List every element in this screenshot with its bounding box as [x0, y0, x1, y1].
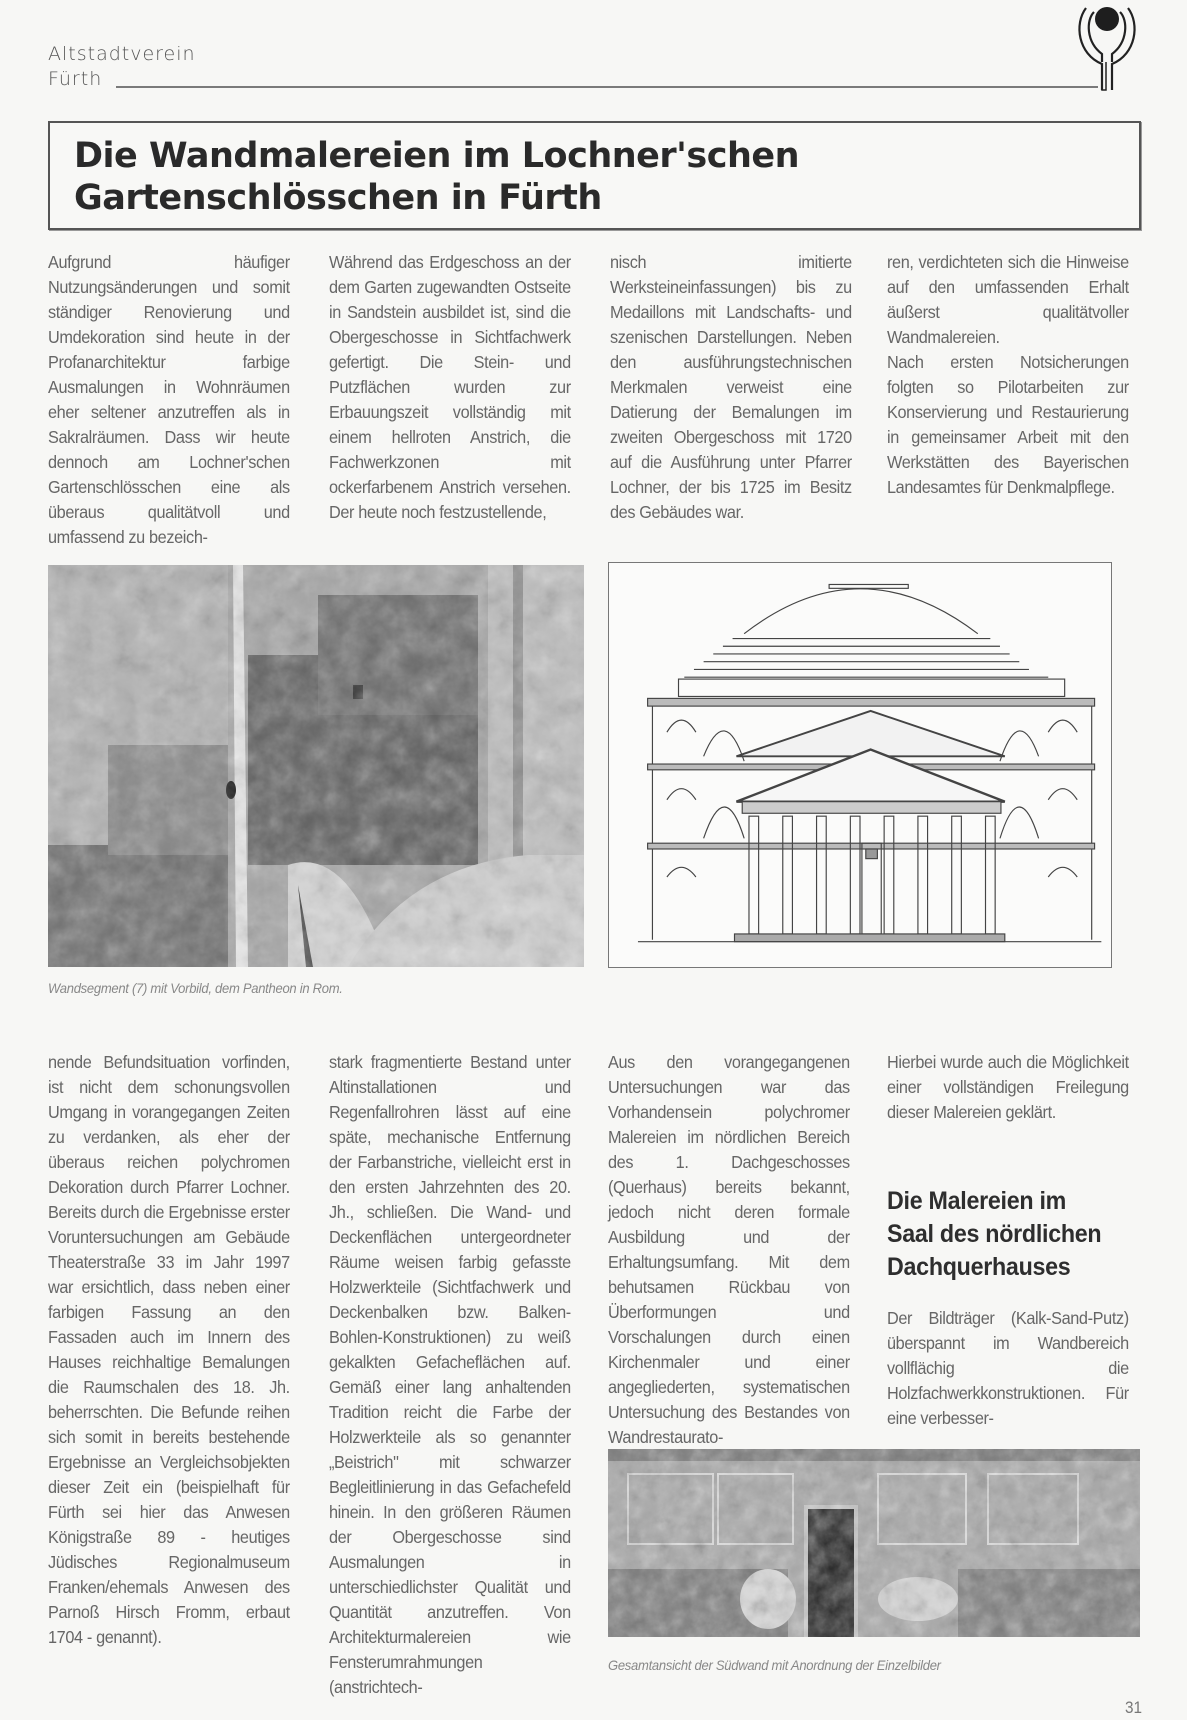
- article-title: [74, 135, 799, 219]
- text-column-1: [48, 250, 290, 550]
- heading-line-3: Dachquerhauses: [887, 1253, 1071, 1281]
- text-column-2: [329, 250, 571, 525]
- south-wall-photo-image: [608, 1449, 1140, 1637]
- heading-line-1: Die Malereien im: [887, 1187, 1067, 1215]
- paragraph: nende Befundsituation vorfinden, ist nicht dem schonungsvollen Umgang in vorangegangen Zeiten zu verdanken, als eher der überaus reichen polychromen Dekoration durch Pfarrer Lochner. Bereits durch die Ergebnisse erster Voruntersuchungen am Gebäude Theaterstraße 33 im Jahr 1997 war ersichtlich, dass neben einer farbigen Fassung an den Fassaden auch im Innern des Hauses reichhaltige Bemalungen die Raumschalen des 18. Jh. beherrschten. Die Befunde reihen sich somit in bereits bestehende Ergebnisse an Vergleichsobjekten dieser Zeit ein (beispielhaft für Fürth sei hier das Anwesen Königstraße 89 - heutiges Jüdisches Regionalmuseum Franken/ehemals Anwesen des Parnoß Hirsch Fromm, erbaut 1704 - genannt).: [48, 1052, 290, 1647]
- masthead-rule: [116, 86, 1098, 88]
- paragraph: Aufgrund häufiger Nutzungsänderungen und somit ständiger Renovierung und Umdekoration sind heute in der Profanarchitektur farbige Ausmalungen in Wohnräumen eher seltener anzutreffen als in Sakralräumen. Dass wir heute dennoch am Lochner'schen Gartenschlösschen eine als überaus qualitätvoll und umfassend zu bezeich-: [48, 252, 290, 547]
- paragraph: Während das Erdgeschoss an der dem Garten zugewandten Ostseite in Sandstein ausbildet ist, sind die Obergeschosse in Sichtfachwerk gefertigt. Die Stein- und Putzflächen wurden zur Erbauungszeit vollständig mit einem hellroten Anstrich, die Fachwerkzonen mit ockerfarbenem Anstrich versehen. Der heute noch festzustellende,: [329, 252, 571, 522]
- figure-1-caption: Wandsegment (7) mit Vorbild, dem Pantheon in Rom.: [48, 980, 343, 996]
- text-column-4: [887, 250, 1129, 500]
- paragraph: ren, verdichteten sich die Hinweise auf den umfassenden Erhalt äußerst qualitätvoller Wandmalereien.: [887, 252, 1129, 347]
- wall-segment-photo-image: [48, 565, 584, 967]
- title-line-2: Gartenschlösschen in Fürth: [74, 178, 602, 218]
- paragraph: Aus den vorangegangenen Untersuchungen war das Vorhandensein polychromer Malereien im nördlichen Bereich des 1. Dachgeschosses (Querhaus) bereits bekannt, jedoch nicht deren formale Ausbildung und der Erhaltungsumfang. Mit dem behutsamen Rückbau von Überformungen und Vorschalungen durch einen Kirchenmaler und einer angegliederten, systematischen Untersuchung des Bestandes von Wandrestaurato-: [608, 1052, 850, 1447]
- paragraph: Nach ersten Notsicherungen folgten so Pilotarbeiten zur Konservierung und Restaurierung in gemeinsamer Arbeit mit den Werkstätten des Bayerischen Landesamtes für Denkmalpflege.: [887, 352, 1129, 497]
- text-column-3: [610, 250, 852, 525]
- title-line-1: Die Wandmalereien im Lochner'schen: [74, 136, 800, 176]
- text-column-5: [48, 1050, 290, 1650]
- heading-line-2: Saal des nördlichen: [887, 1220, 1102, 1248]
- pantheon-elevation-drawing: [608, 562, 1112, 968]
- article-title-box: [48, 121, 1141, 230]
- text-column-7: [608, 1050, 850, 1450]
- text-column-6: [329, 1050, 571, 1700]
- section-heading: [887, 1185, 1129, 1284]
- text-column-8: [887, 1050, 1129, 1431]
- masthead: [48, 42, 196, 92]
- figure-2-caption: Gesamtansicht der Südwand mit Anordnung der Einzelbilder: [608, 1657, 941, 1673]
- org-city: Fürth: [48, 68, 103, 90]
- south-wall-photo: [608, 1449, 1140, 1637]
- paragraph: Der Bildträger (Kalk-Sand-Putz) überspannt im Wandbereich vollflächig die Holzfachwerkkonstruktionen. Für eine verbesser-: [887, 1308, 1129, 1428]
- page-number: 31: [1124, 1698, 1142, 1717]
- paragraph: Hierbei wurde auch die Möglichkeit einer vollständigen Freilegung dieser Malereien geklärt.: [887, 1052, 1129, 1122]
- pantheon-drawing-image: [609, 563, 1111, 967]
- paragraph: nisch imitierte Werksteineinfassungen) bis zu Medaillons mit Landschafts- und szenischen Darstellungen. Neben den ausführungstechnischen Merkmalen verweist eine Datierung der Bemalungen im zweiten Obergeschoss mit 1720 auf die Ausführung unter Pfarrer Lochner, der bis 1725 im Besitz des Gebäudes war.: [610, 252, 852, 522]
- altstadtverein-logo-icon: [1072, 2, 1142, 92]
- org-name: Altstadtverein: [48, 43, 196, 65]
- wall-segment-photo: [48, 565, 584, 967]
- paragraph: stark fragmentierte Bestand unter Altinstallationen und Regenfallrohren lässt auf eine späte, mechanische Entfernung der Farbanstriche, vielleicht erst in den ersten Jahrzehnten des 20. Jh., schließen. Die Wand- und Deckenflächen untergeordneter Räume weisen farbig gefasste Holzwerkteile (Sichtfachwerk und Deckenbalken bzw. Balken-Bohlen-Konstruktionen) zu weiß gekalkten Gefacheflächen auf. Gemäß einer lang anhaltenden Tradition reicht die Farbe der Holzwerkteile als so genannter „Beistrich" mit schwarzer Begleitlinierung in das Gefachefeld hinein. In den größeren Räumen der Obergeschosse sind Ausmalungen in unterschiedlichster Qualität und Quantität anzutreffen. Von Architekturmalereien wie Fensterumrahmungen (anstrichtech-: [329, 1052, 571, 1697]
